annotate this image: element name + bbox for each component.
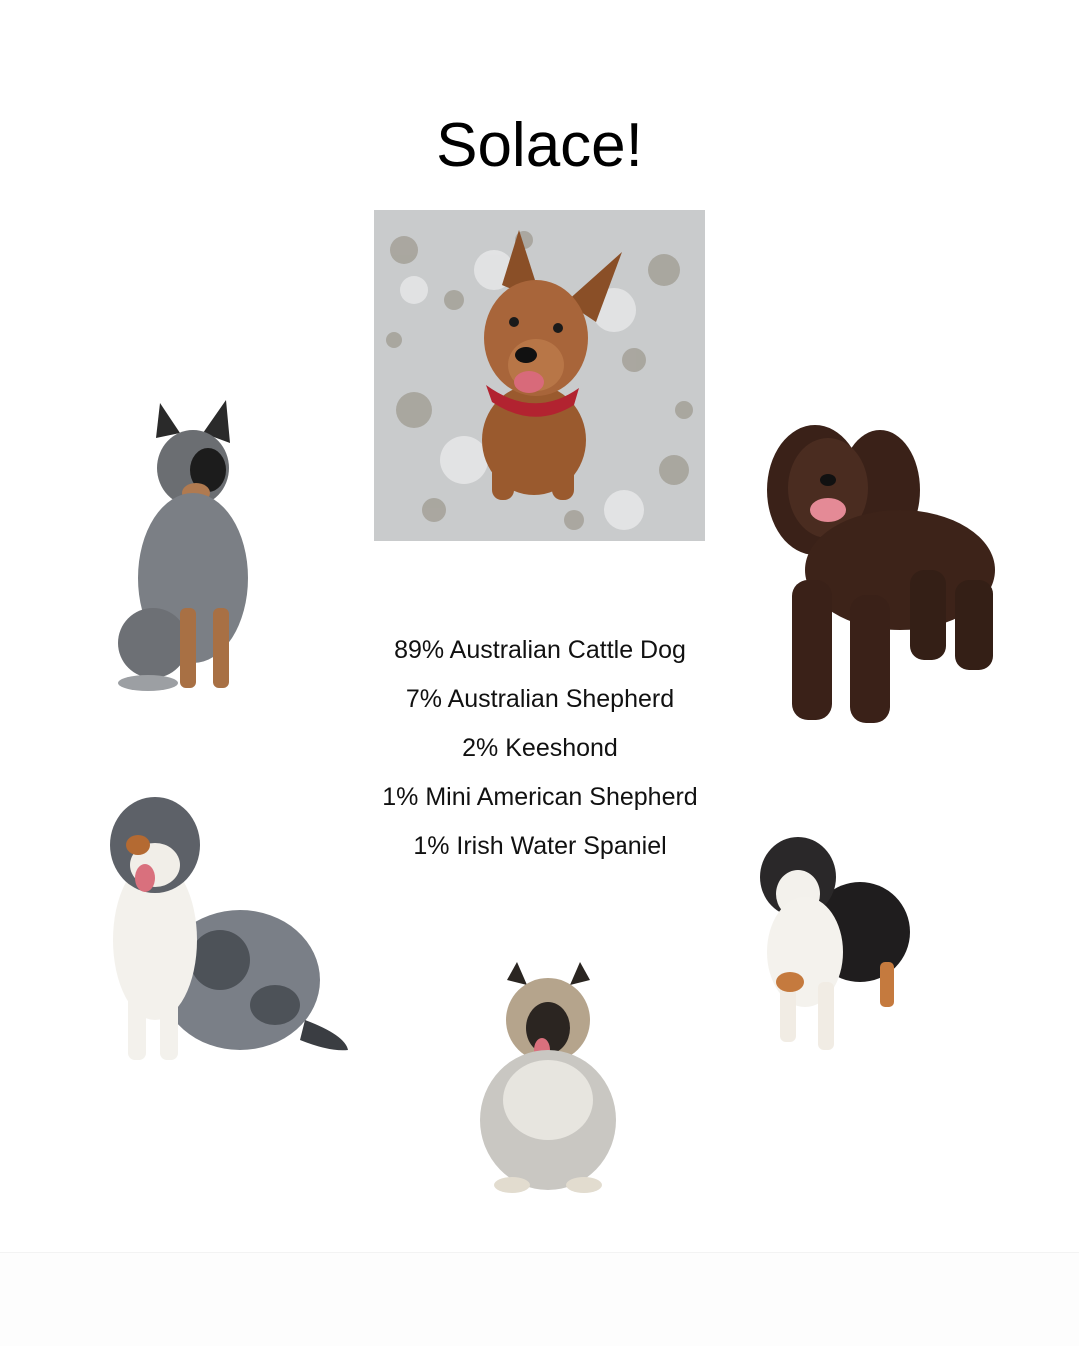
breed-item: 2% Keeshond	[462, 734, 618, 762]
breed-item: 7% Australian Shepherd	[405, 685, 675, 713]
breed-item: 1% Irish Water Spaniel	[413, 832, 667, 860]
breed-item: 1% Mini American Shepherd	[382, 783, 698, 811]
australian-cattle-dog-photo	[108, 398, 248, 698]
keeshond-photo	[472, 960, 626, 1198]
mini-american-shepherd-photo	[750, 832, 912, 1054]
page-title: Solace!	[436, 111, 643, 180]
australian-shepherd-photo	[100, 790, 350, 1075]
solace-photo	[374, 210, 705, 541]
irish-water-spaniel-photo	[760, 420, 1000, 728]
footer-strip	[0, 1252, 1079, 1346]
breed-list	[330, 626, 750, 871]
breed-item: 89% Australian Cattle Dog	[394, 636, 686, 664]
